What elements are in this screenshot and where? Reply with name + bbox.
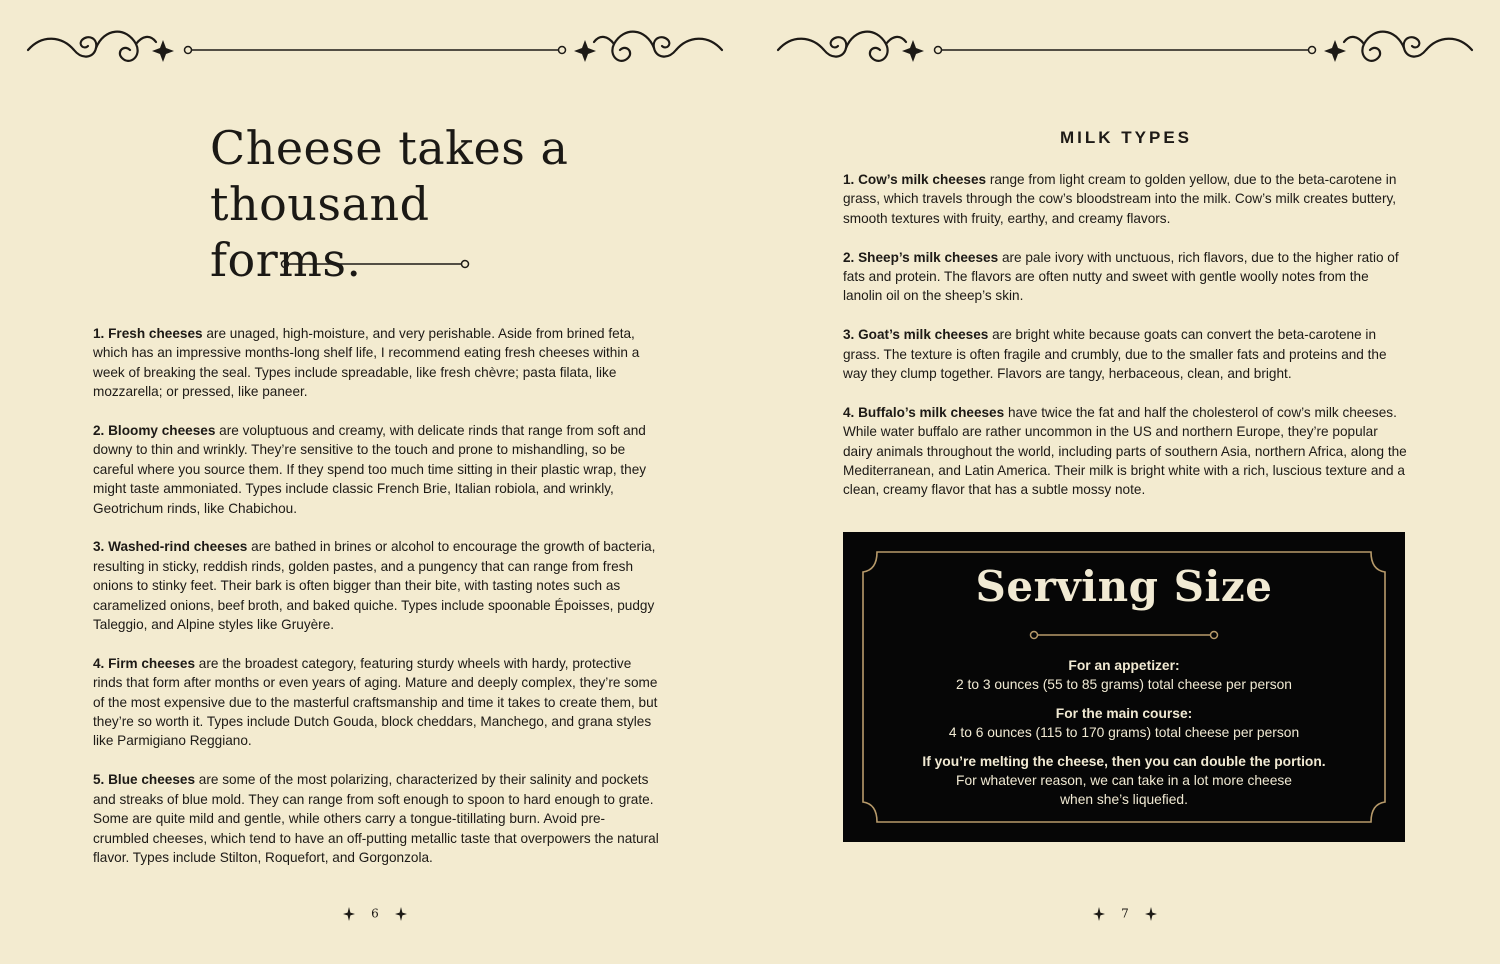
para-lead: 1. Fresh cheeses xyxy=(93,326,203,341)
para-lead: 2. Sheep’s milk cheeses xyxy=(843,249,999,265)
title-line-1: Cheese takes a xyxy=(210,121,569,175)
para-text: are unaged, high-moisture, and very perishable. Aside from brined feta, which has an impressive months-long shelf life, I recommend eating fresh cheeses within a week of breaking the seal. Types include spreadable, like fresh chèvre; pasta filata, like mozzarella; or pressed, like paneer. xyxy=(93,326,640,400)
para-text: are the broadest category, featuring sturdy wheels with hardy, protective rinds that form after months or even years of aging. Mature and deeply complex, they’re some of the most expensive due to the masterful craftsmanship and time it takes to create them, but they’re so worth it. Types include Dutch Gouda, block cheddars, Manchego, and grana styles like Parmigiano Reggiano. xyxy=(93,655,658,749)
para-lead: 2. Bloomy cheeses xyxy=(93,423,216,439)
page-number-footer xyxy=(0,906,750,921)
para-lead: 3. Washed-rind cheeses xyxy=(93,539,248,555)
paragraph-sheeps-milk xyxy=(843,248,1409,306)
main-course-text: 4 to 6 ounces (115 to 170 grams) total cheese per person xyxy=(948,725,1300,741)
section-heading: MILK TYPES xyxy=(1059,128,1192,147)
para-text: are some of the most polarizing, characterized by their salinity and pockets and streaks of blue mold. They can range from soft enough to spoon to hard enough to grate. Some are quite mild and gentle, while others carry a tongue-titillating burn. Avoid pre-crumbled cheeses, which tend to have an off-putting metallic taste that overpowers the natural flavor. Types include Stilton, Roquefort, and Gorgonzola. xyxy=(93,772,659,865)
appetizer-text: 2 to 3 ounces (55 to 85 grams) total cheese per person xyxy=(956,677,1292,693)
paragraph-washed-rind-cheeses xyxy=(93,537,659,634)
sparkle-icon xyxy=(343,907,355,921)
para-text: are pale ivory with unctuous, rich flavors, due to the higher ratio of fats and protein. The flavors are often nutty and sweet with gentle woolly notes from the lanolin oil on the sheep’s skin. xyxy=(843,249,1399,304)
sparkle-icon xyxy=(1093,907,1105,921)
page-number: 7 xyxy=(1121,906,1129,921)
paragraph-blue-cheeses xyxy=(93,770,659,867)
para-lead: 5. Blue cheeses xyxy=(93,772,196,788)
milk-types-list xyxy=(843,170,1409,519)
para-text: are bathed in brines or alcohol to encourage the growth of bacteria, resulting in sticky, reddish rinds, golden pastes, and a pungency that can range from fresh onions to stinky feet. Their bark is often bigger than their bite, with tasting notes such as caramelized onions, beef broth, and baked quiche. Types include spoonable Époisses, pudgy Taleggio, and Alpine styles like Gruyère. xyxy=(93,539,656,633)
page-number-footer xyxy=(750,906,1500,921)
para-lead: 1. Cow’s milk cheeses xyxy=(843,172,987,187)
paragraph-firm-cheeses xyxy=(93,654,659,751)
cheese-types-list xyxy=(93,324,659,887)
serving-size-box xyxy=(843,532,1405,842)
melting-text-line-2: when she’s liquefied. xyxy=(1060,792,1188,808)
paragraph-cows-milk xyxy=(843,170,1409,228)
paragraph-bloomy-cheeses xyxy=(93,421,659,518)
appetizer-label: For an appetizer: xyxy=(1068,658,1180,673)
header-ornament xyxy=(772,14,1478,86)
serving-guidelines xyxy=(843,656,1405,810)
para-text: are voluptuous and creamy, with delicate rinds that range from soft and downy to thin and wrinkly. They’re sensitive to the touch and prone to mishandling, so be careful where you source them. If they spend too much time sitting in their plastic wrap, they might taste ammoniated. Types include classic French Brie, Italian robiola, and wrinkly, Geotrichum rinds, like Chabichou. xyxy=(93,423,647,516)
para-lead: 3. Goat’s milk cheeses xyxy=(843,327,989,343)
paragraph-buffalos-milk xyxy=(843,403,1409,500)
title-divider xyxy=(280,257,470,271)
para-text: range from light cream to golden yellow, due to the beta-carotene in grass, which travels through the cow’s bloodstream into the milk. Cow’s milk creates buttery, smooth textures with fruity, earthy, and creamy flavors. xyxy=(843,172,1397,226)
title-line-2: thousand forms. xyxy=(210,177,430,287)
melting-label: If you’re melting the cheese, then you can double the portion. xyxy=(922,753,1326,769)
serving-size-title: Serving Size xyxy=(975,562,1273,611)
serving-divider xyxy=(1029,628,1219,642)
sparkle-icon xyxy=(1145,907,1157,921)
page-number: 6 xyxy=(371,906,379,921)
para-lead: 4. Buffalo’s milk cheeses xyxy=(843,404,1005,420)
para-text: are bright white because goats can convert the beta-carotene in grass. The texture is often fragile and crumbly, due to the smaller fats and proteins and the way they clump together. Flavors are tangy, herbaceous, clean, and bright. xyxy=(843,327,1387,382)
paragraph-fresh-cheeses xyxy=(93,324,659,402)
para-lead: 4. Firm cheeses xyxy=(93,655,196,671)
para-text: have twice the fat and half the cholesterol of cow’s milk cheeses. While water buffalo are rather uncommon in the US and northern Europe, they’re popular dairy animals throughout the world, including parts of southern Asia, northern Africa, along the Mediterranean, and Latin America. Their milk is bright white with a rich, luscious texture and a clean, creamy flavor that has a subtle mossy note. xyxy=(843,404,1407,498)
header-ornament xyxy=(22,14,728,86)
main-course-label: For the main course: xyxy=(1055,705,1193,721)
paragraph-goats-milk xyxy=(843,325,1409,383)
sparkle-icon xyxy=(395,907,407,921)
melting-text-line-1: For whatever reason, we can take in a lot more cheese xyxy=(956,773,1292,789)
